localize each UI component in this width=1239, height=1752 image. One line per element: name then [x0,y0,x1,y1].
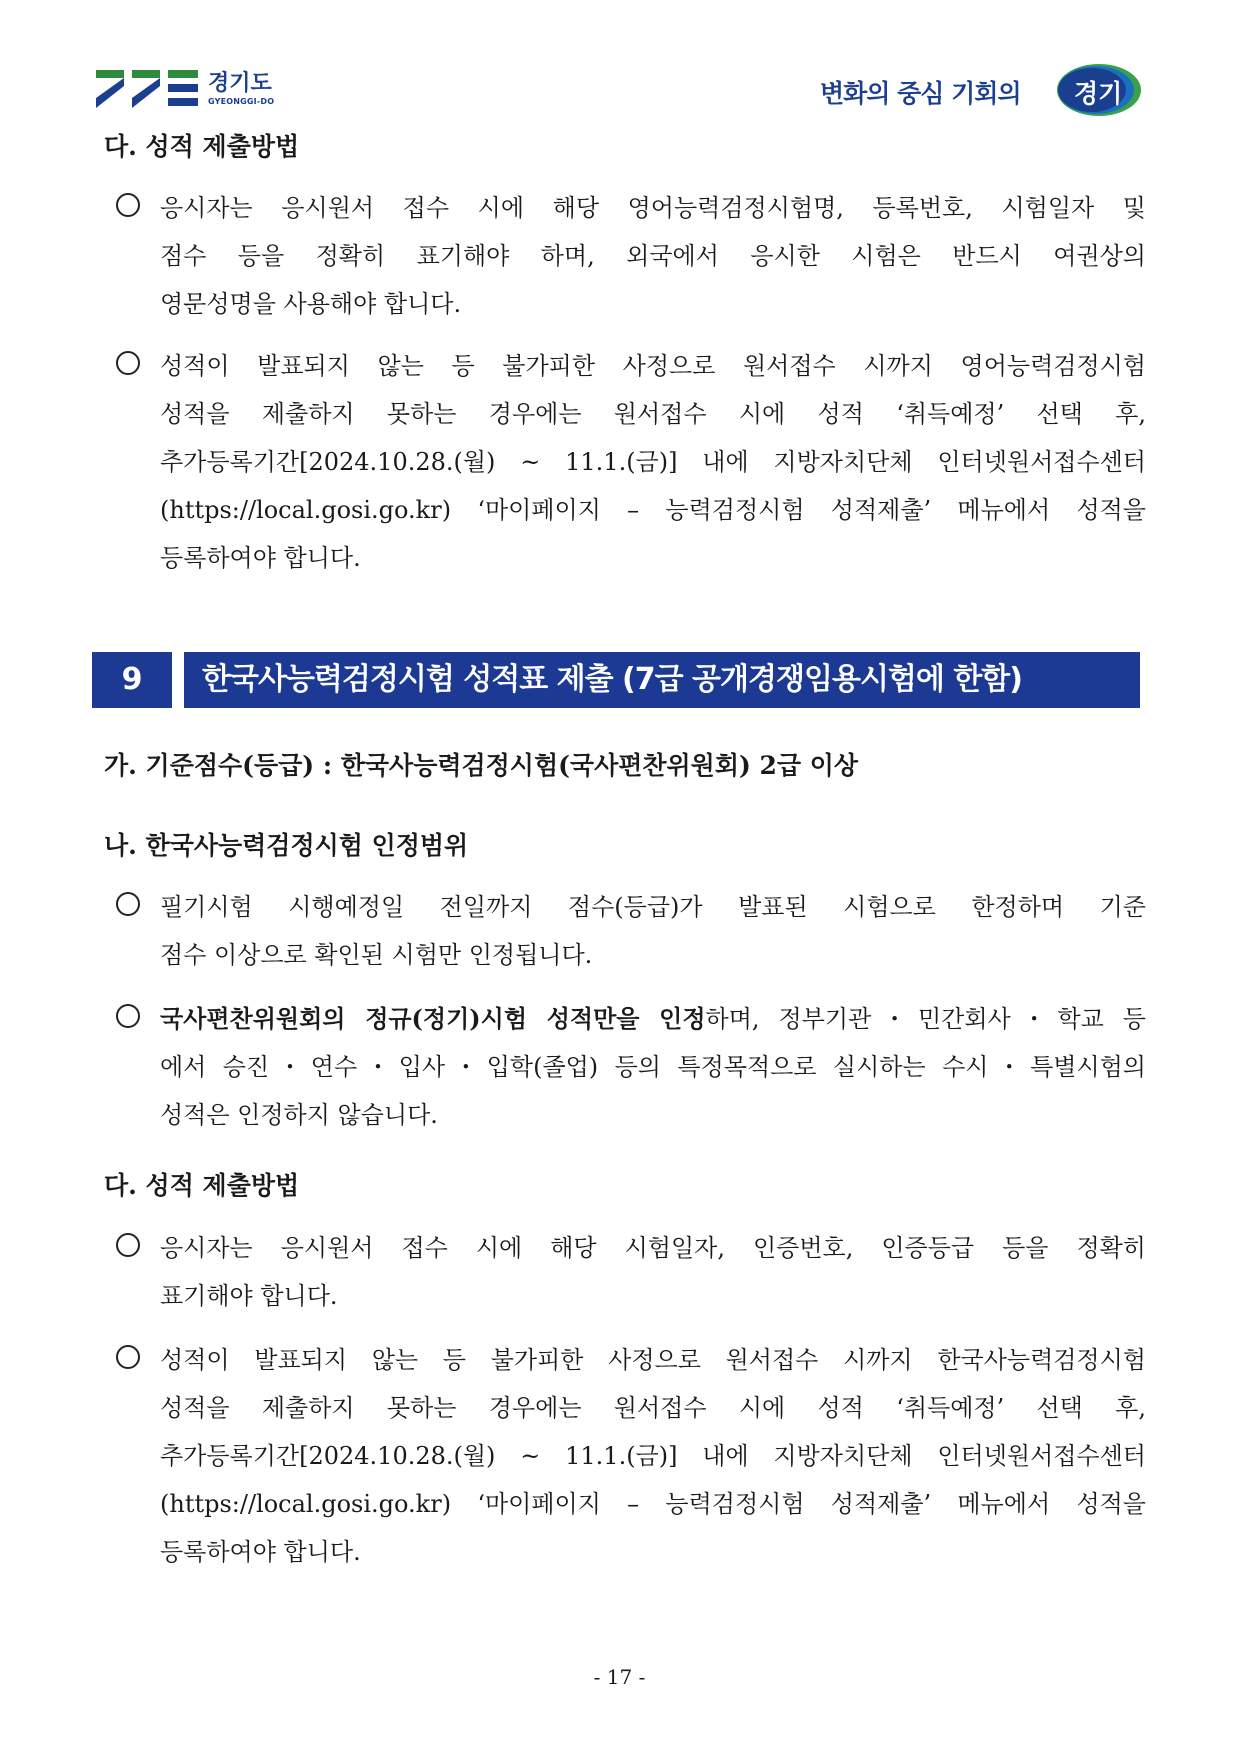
paragraph-line: 영문성명을 사용해야 합니다. [160,290,462,318]
slogan-text: 변화의 중심 기회의 [820,79,1021,108]
section-number: 9 [92,652,172,708]
bullet-circle-icon [116,1345,140,1369]
bullet-circle-icon [116,892,140,916]
emphasis-text: 국사편찬위원회의 정규(정기)시험 성적만을 인정 [160,1004,706,1033]
paragraph-line: 등록하여야 합니다. [160,544,361,572]
gyeonggi-logo-mark-icon [96,68,200,110]
paragraph-text: 하며, 정부기관・민간회사・학교 등 [705,1005,1146,1033]
paragraph-line: 성적을 제출하지 못하는 경우에는 원서접수 시에 성적 ‘취득예정’ 선택 후, [160,400,1146,428]
gyeonggi-logo [96,68,274,110]
paragraph-line: 응시자는 응시원서 접수 시에 해당 시험일자, 인증번호, 인증등급 등을 정확히 [160,1234,1146,1262]
paragraph-line: 등록하여야 합니다. [160,1538,361,1566]
section-title: 한국사능력검정시험 성적표 제출 (7급 공개경쟁임용시험에 한함) [184,652,1140,708]
paragraph-line: 점수 등을 정확히 표기해야 하며, 외국에서 응시한 시험은 반드시 여권상의 [160,242,1146,270]
heading-submission-method-1: 다. 성적 제출방법 [104,132,300,161]
bullet-circle-icon [116,1233,140,1257]
logo-english-text: GYEONGGI-DO [208,96,275,106]
paragraph-line [160,999,1146,1034]
paragraph-line: 필기시험 시행예정일 전일까지 점수(등급)가 발표된 시험으로 한정하며 기준 [160,893,1146,921]
paragraph-line: 성적이 발표되지 않는 등 불가피한 사정으로 원서접수 시까지 영어능력검정시험 [160,352,1146,380]
paragraph-line: (https://local.gosi.go.kr) ‘마이페이지 – 능력검정시험 성적제출’ 메뉴에서 성적을 [160,496,1146,524]
page-header [0,0,1239,130]
slogan-badge-text: 경기 [1074,79,1123,108]
paragraph-line: 에서 승진・연수・입사・입학(졸업) 등의 특정목적으로 실시하는 수시・특별시험의 [160,1053,1146,1081]
heading-recognition-scope: 나. 한국사능력검정시험 인정범위 [104,831,469,860]
page-number: - 17 - [593,1665,646,1689]
paragraph-line: 성적은 인정하지 않습니다. [160,1101,438,1129]
paragraph-line: (https://local.gosi.go.kr) ‘마이페이지 – 능력검정시험 성적제출’ 메뉴에서 성적을 [160,1490,1146,1518]
bullet-circle-icon [116,1004,140,1028]
paragraph-line: 추가등록기간[2024.10.28.(월) ~ 11.1.(금)] 내에 지방자치단체 인터넷원서접수센터 [160,448,1146,476]
paragraph-line: 점수 이상으로 확인된 시험만 인정됩니다. [160,941,593,969]
paragraph-line: 성적이 발표되지 않는 등 불가피한 사정으로 원서접수 시까지 한국사능력검정시험 [160,1346,1146,1374]
paragraph-line: 응시자는 응시원서 접수 시에 해당 영어능력검정시험명, 등록번호, 시험일자 및 [160,194,1146,222]
heading-submission-method-2: 다. 성적 제출방법 [104,1171,300,1200]
logo-korean-text: 경기도 [208,70,272,96]
heading-criteria: 가. 기준점수(등급) : 한국사능력검정시험(국사편찬위원회) 2급 이상 [104,751,859,780]
bullet-circle-icon [116,351,140,375]
paragraph-line: 추가등록기간[2024.10.28.(월) ~ 11.1.(금)] 내에 지방자치단체 인터넷원서접수센터 [160,1442,1146,1470]
section-banner [92,652,1140,708]
slogan [820,62,1150,118]
bullet-circle-icon [116,193,140,217]
paragraph-line: 성적을 제출하지 못하는 경우에는 원서접수 시에 성적 ‘취득예정’ 선택 후, [160,1394,1146,1422]
paragraph-line: 표기해야 합니다. [160,1282,338,1310]
